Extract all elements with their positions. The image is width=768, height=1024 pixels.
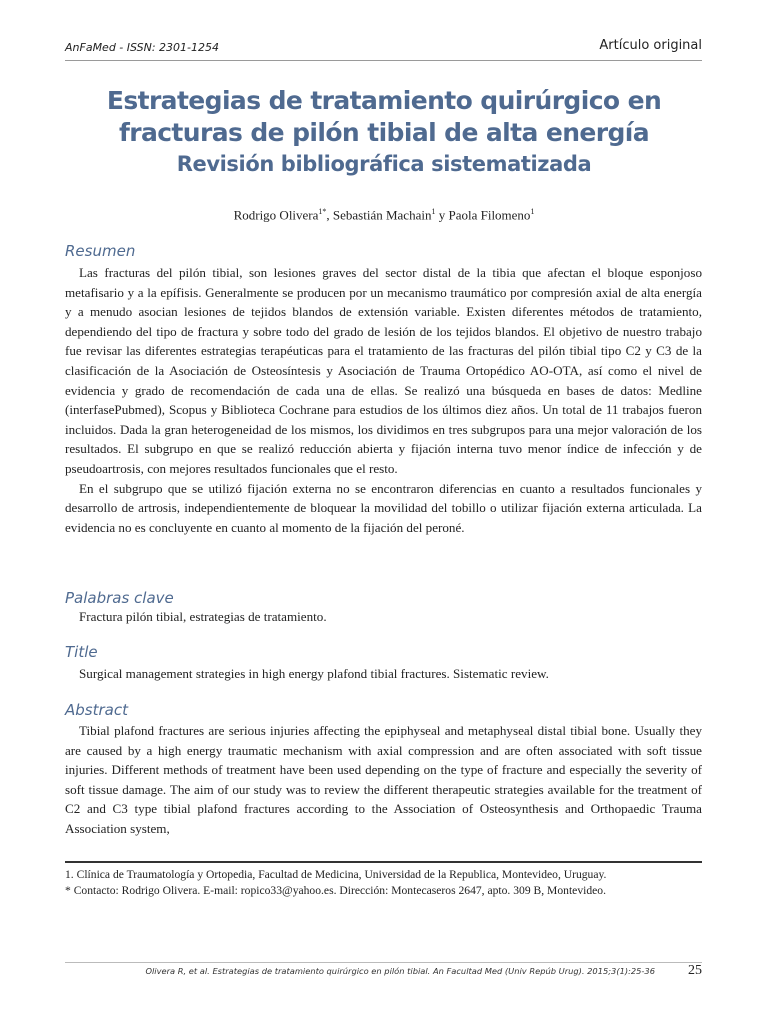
footnote-divider: [65, 861, 702, 863]
keywords-body: [65, 607, 702, 627]
author-1-affiliation: 1*: [318, 207, 327, 216]
author-3: y Paola Filomeno: [435, 207, 531, 223]
keywords-heading: Palabras clave: [65, 589, 174, 607]
article-type: Artículo original: [599, 38, 702, 53]
resumen-body: [65, 263, 702, 537]
citation-footer: Olivera R, et al. Estrategias de tratamiento quirúrgico en pilón tibial. An Facultad Med (Univ Repúb Urug). 2015;3(1):25-36: [145, 966, 655, 976]
abstract-body: [65, 721, 702, 839]
title-line-1: Estrategias de tratamiento quirúrgico en: [106, 86, 662, 115]
author-2-affiliation: 1: [431, 207, 436, 216]
abstract-paragraph-1: Tibial plafond fractures are serious injuries affecting the epiphyseal and metaphyseal distal tibial bone. Usually they are caused by a high energy traumatic mechanism with axial compression and are often associated with soft tissue injuries. Different methods of treatment have been used depending on the type of fracture and especially the severity of soft tissue damage. The aim of our study was to review the different therapeutic strategies available for the treatment of C2 and C3 type tibial plafond fractures according to the Association of Osteosynthesis and Orthopaedic Trauma Association system,: [65, 723, 702, 836]
author-2: , Sebastián Machain: [326, 207, 432, 223]
resumen-heading: Resumen: [65, 242, 136, 260]
journal-issn: AnFaMed - ISSN: 2301-1254: [65, 41, 219, 54]
title-line-2: fracturas de pilón tibial de alta energía: [118, 118, 650, 147]
resumen-paragraph-1: Las fracturas del pilón tibial, son lesiones graves del sector distal de la tibia que afectan el bloque esponjoso metafisario y a la epífisis. Generalmente se producen por un mecanismo traumático por compresión axial de alta energía y a menudo asocian lesiones de tejidos blandos de extensión variable. Existen diferentes métodos de tratamiento, dependiendo del tipo de fractura y sobre todo del grado de lesión de los tejidos blandos. El objetivo de nuestro trabajo fue revisar las diferentes estrategias terapéuticas para el tratamiento de las fracturas del pilón tibial tipo C2 y C3 de la clasificación de la Asociación de Osteosíntesis y Asociación de Trauma Ortopédico AO-OTA, así como el nivel de evidencia y grado de recomendación de cada una de ellas. Se realizó una búsqueda en bases de datos: Medline (interfasePubmed), Scopus y Biblioteca Cochrane para estudios de los últimos diez años. Un total de 11 trabajos fueron incluidos. Dada la gran heterogeneidad de los mismos, los dividimos en tres subgrupos para una mejor valoración de los resultados. El subgrupo en que se realizó reducción abierta y fijación interna tuvo menor índice de infección y de pseudoartrosis, con mejores resultados funcionales que el resto.: [65, 265, 702, 476]
resumen-paragraph-2: En el subgrupo que se utilizó fijación externa no se encontraron diferencias en cuanto a resultados funcionales y desarrollo de artrosis, independientemente de bloquear la movilidad del tobillo o utilizar fijación externa articulada. La evidencia no es concluyente en cuanto al momento de la fijación del peroné.: [65, 480, 702, 535]
title-en-text: Surgical management strategies in high energy plafond tibial fractures. Sistematic review.: [79, 666, 549, 681]
author-3-affiliation: 1: [530, 207, 535, 216]
author-list: [0, 207, 768, 223]
page-number: 25: [688, 963, 702, 978]
footer-divider: [65, 962, 702, 963]
running-header: [65, 38, 702, 60]
footnotes: [65, 867, 702, 899]
abstract-heading: Abstract: [65, 701, 128, 719]
header-divider: [65, 60, 702, 61]
contact-note: * Contacto: Rodrigo Olivera. E-mail: ropico33@yahoo.es. Dirección: Montecaseros 2647, apto. 309 B, Montevideo.: [65, 884, 606, 897]
title-en-body: [65, 664, 702, 684]
author-1: Rodrigo Olivera: [233, 207, 319, 223]
keywords-text: Fractura pilón tibial, estrategias de tratamiento.: [79, 609, 327, 624]
article-title: [40, 85, 728, 179]
title-en-heading: Title: [65, 643, 98, 661]
affiliation-note: 1. Clínica de Traumatología y Ortopedia, Facultad de Medicina, Universidad de la Republica, Montevideo, Uruguay.: [65, 868, 607, 881]
subtitle: Revisión bibliográfica sistematizada: [176, 152, 592, 176]
